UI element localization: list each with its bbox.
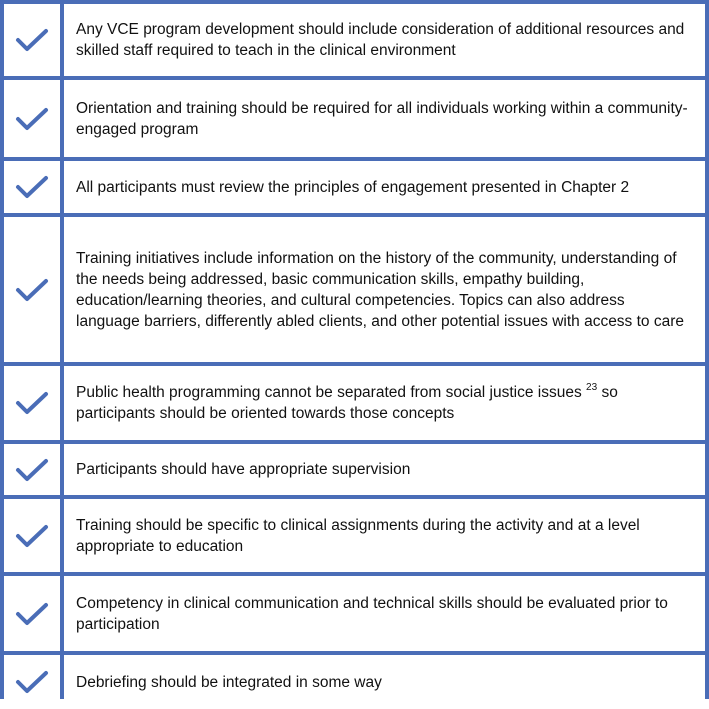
checkmark-icon xyxy=(15,106,49,132)
checklist-item-text: Training initiatives include information on the history of the community, understanding of the needs being addressed, basic communication skills, empathy building, education/learning theories, and cultural competencies. Topics can also address language barriers, differently abled clients, and other potential issues with access to care xyxy=(64,217,705,362)
checklist-item-text: Training should be specific to clinical assignments during the activity and at a level appropriate to education xyxy=(64,499,705,572)
checklist-item-text: Competency in clinical communication and technical skills should be evaluated prior to participation xyxy=(64,576,705,651)
checklist-item-text: Participants should have appropriate supervision xyxy=(64,444,705,495)
checklist-item-text: All participants must review the principles of engagement presented in Chapter 2 xyxy=(64,161,705,213)
checkmark-icon xyxy=(15,669,49,695)
check-cell xyxy=(4,576,60,651)
checklist-item-text: Any VCE program development should include consideration of additional resources and skilled staff required to teach in the clinical environment xyxy=(64,4,705,76)
checklist-item-text: Public health programming cannot be separated from social justice issues $^{23}$ so participants should be oriented towards those concepts xyxy=(64,366,705,440)
check-cell xyxy=(4,80,60,157)
citation-superscript: 23 xyxy=(586,381,598,393)
check-cell xyxy=(4,655,60,709)
checkmark-icon xyxy=(15,457,49,483)
checklist-item-text: Debriefing should be integrated in some way xyxy=(64,655,705,709)
check-cell xyxy=(4,161,60,213)
checklist-item-text: Orientation and training should be required for all individuals working within a community-engaged program xyxy=(64,80,705,157)
checkmark-icon xyxy=(15,601,49,627)
check-cell xyxy=(4,444,60,495)
check-cell xyxy=(4,4,60,76)
checkmark-icon xyxy=(15,523,49,549)
checkmark-icon xyxy=(15,390,49,416)
check-cell xyxy=(4,499,60,572)
check-cell xyxy=(4,366,60,440)
checkmark-icon xyxy=(15,174,49,200)
checkmark-icon xyxy=(15,27,49,53)
check-cell xyxy=(4,217,60,362)
checkmark-icon xyxy=(15,277,49,303)
